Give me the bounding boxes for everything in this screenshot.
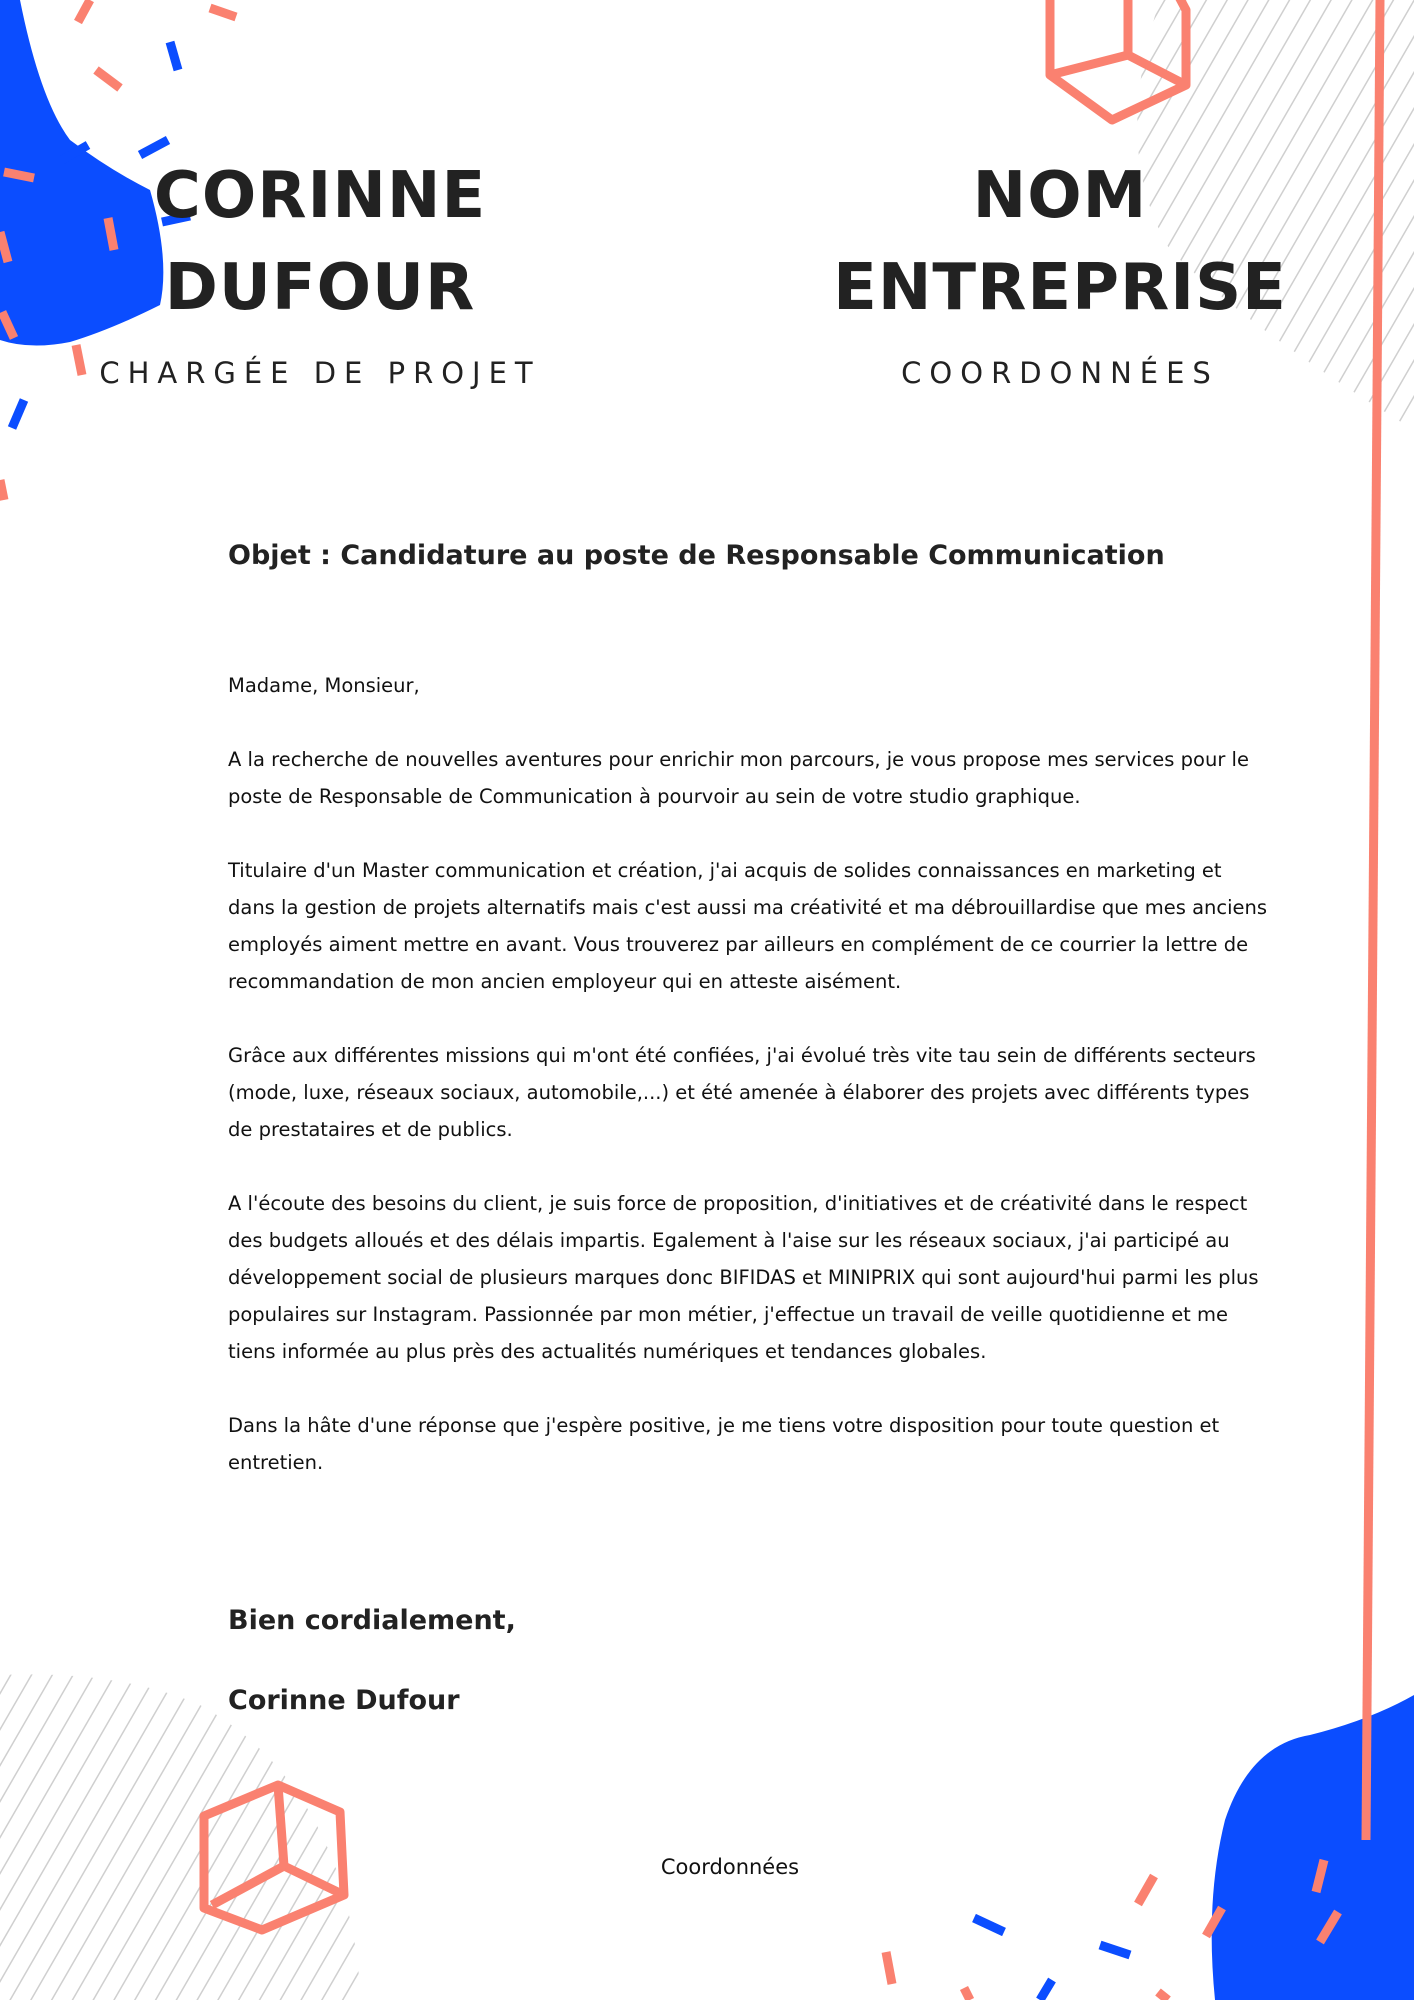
sender-header [60,150,580,390]
salutation: Madame, Monsieur, [228,674,420,697]
body-paragraph: Dans la hâte d'une réponse que j'espère positive, je me tiens votre disposition pour toute question et entretien. [228,1414,1220,1474]
letter-body [228,667,1268,1518]
body-paragraph: A l'écoute des besoins du client, je suis force de proposition, d'initiatives et de créativité dans le respect des budgets alloués et des délais impartis. Egalement à l'aise sur les réseaux sociaux, j'ai participé au développement social de plusieurs marques donc BIFIDAS et MINIPRIX qui sont aujourd'hui parmi les plus populaires sur Instagram. Passionnée par mon métier, j'effectue un travail de veille quotidienne et me tiens informée au plus près des actualités numériques et tendances globales. [228,1192,1259,1363]
company-contact-label: COORDONNÉES [901,356,1219,390]
letter-closing: Bien cordialement, [228,1605,516,1636]
blue-blob-bottom-right [1212,1695,1414,2000]
sender-job-title: CHARGÉE DE PROJET [99,356,541,390]
striped-shape-bottom-left [0,1674,360,2000]
body-paragraph: Grâce aux différentes missions qui m'ont été confiées, j'ai évolué très vite tau sein de différents secteurs (mode, luxe, réseaux sociaux, automobile,...) et été amenée à élaborer des projets avec différents types de prestataires et de publics. [228,1044,1256,1141]
company-name-line-2: ENTREPRISE [833,251,1287,325]
body-paragraph: A la recherche de nouvelles aventures pour enrichir mon parcours, je vous propose mes services pour le poste de Responsable de Communication à pourvoir au sein de votre studio graphique. [228,748,1249,808]
body-paragraph: Titulaire d'un Master communication et création, j'ai acquis de solides connaissances en marketing et dans la gestion de projets alternatifs mais c'est aussi ma créativité et ma débrouillardise que mes anciens employés aiment mettre en avant. Vous trouverez par ailleurs en complément de ce courrier la lettre de recommandation de mon ancien employeur qui en atteste aisément. [228,859,1268,993]
company-name-line-1: NOM [972,159,1148,233]
letter-subject: Objet : Candidature au poste de Responsable Communication [228,540,1165,571]
footer-contact: Coordonnées [660,1855,800,1879]
sender-last-name: DUFOUR [164,251,476,325]
sender-first-name: CORINNE [153,159,487,233]
company-header [800,150,1320,390]
letter-signature: Corinne Dufour [228,1685,460,1716]
